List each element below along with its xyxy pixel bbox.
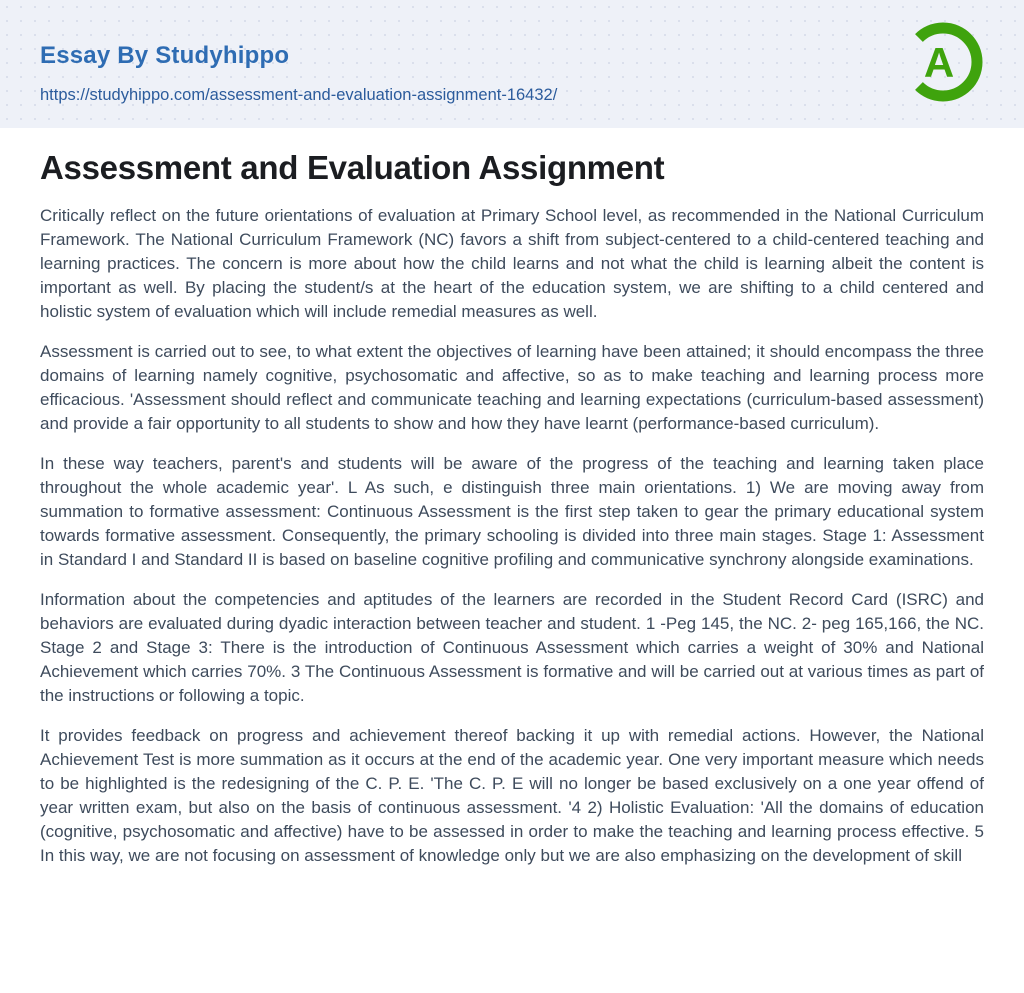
essay-paragraph-5: It provides feedback on progress and achievement thereof backing it up with remedial actions. However, the National Achievement Test is more summation as it occurs at the end of the academic year. One very important measure which needs to be highlighted is the redesigning of the C. P. E. 'The C. P. E will no longer be based exclusively on a one year offend of year written exam, but also on the basis of continuous assessment. '4 2) Holistic Evaluation: 'All the domains of education (cognitive, psychosomatic and affective) have to be assessed in order to make the teaching and learning process effective. 5 In this way, we are not focusing on assessment of knowledge only but we are also emphasizing on the development of skill [40, 726, 984, 865]
open-circle-arc-icon [898, 17, 988, 107]
source-url-link[interactable]: https://studyhippo.com/assessment-and-evaluation-assignment-16432/ [40, 86, 558, 104]
essay-paragraph-1: Critically reflect on the future orientations of evaluation at Primary School level, as recommended in the National Curriculum Framework. The National Curriculum Framework (NC) favors a shift from subject-centered to a child-centered teaching and learning practices. The concern is more about how the child learns and not what the child is learning albeit the content is important as well. By placing the student/s at the heart of the education system, we are shifting to a child centered and holistic system of evaluation which will include remedial measures as well. [40, 206, 984, 321]
studyhippo-logo [898, 17, 988, 107]
essay-paragraph-3: In these way teachers, parent's and students will be aware of the progress of the teaching and learning taken place throughout the whole academic year'. L As such, e distinguish three main orientations. 1) We are moving away from summation to formative assessment: Continuous Assessment is the first step taken to gear the primary educational system towards formative assessment. Consequently, the primary schooling is divided into three main stages. Stage 1: Assessment in Standard I and Standard II is based on baseline cognitive profiling and communicative synchrony alongside examinations. [40, 454, 984, 569]
essay-paragraph-4: Information about the competencies and aptitudes of the learners are recorded in the Student Record Card (ISRC) and behaviors are evaluated during dyadic interaction between teacher and student. 1 -Peg 145, the NC. 2- peg 165,166, the NC. Stage 2 and Stage 3: There is the introduction of Continuous Assessment which carries a weight of 30% and National Achievement which carries 70%. 3 The Continuous Assessment is formative and will be carried out at various times as part of the instructions or following a topic. [40, 590, 984, 705]
essay-paragraph-2: Assessment is carried out to see, to what extent the objectives of learning have been attained; it should encompass the three domains of learning namely cognitive, psychosomatic and affective, so as to make teaching and learning process more efficacious. 'Assessment should reflect and communicate teaching and learning expectations (curriculum-based assessment) and provide a fair opportunity to all students to show and how they have learnt (performance-based curriculum). [40, 342, 984, 433]
site-label: Essay By Studyhippo [40, 42, 290, 69]
logo-letter: A [923, 39, 955, 86]
document-body [0, 148, 1024, 921]
page-title: Assessment and Evaluation Assignment [40, 149, 665, 186]
document-header [0, 0, 1024, 128]
